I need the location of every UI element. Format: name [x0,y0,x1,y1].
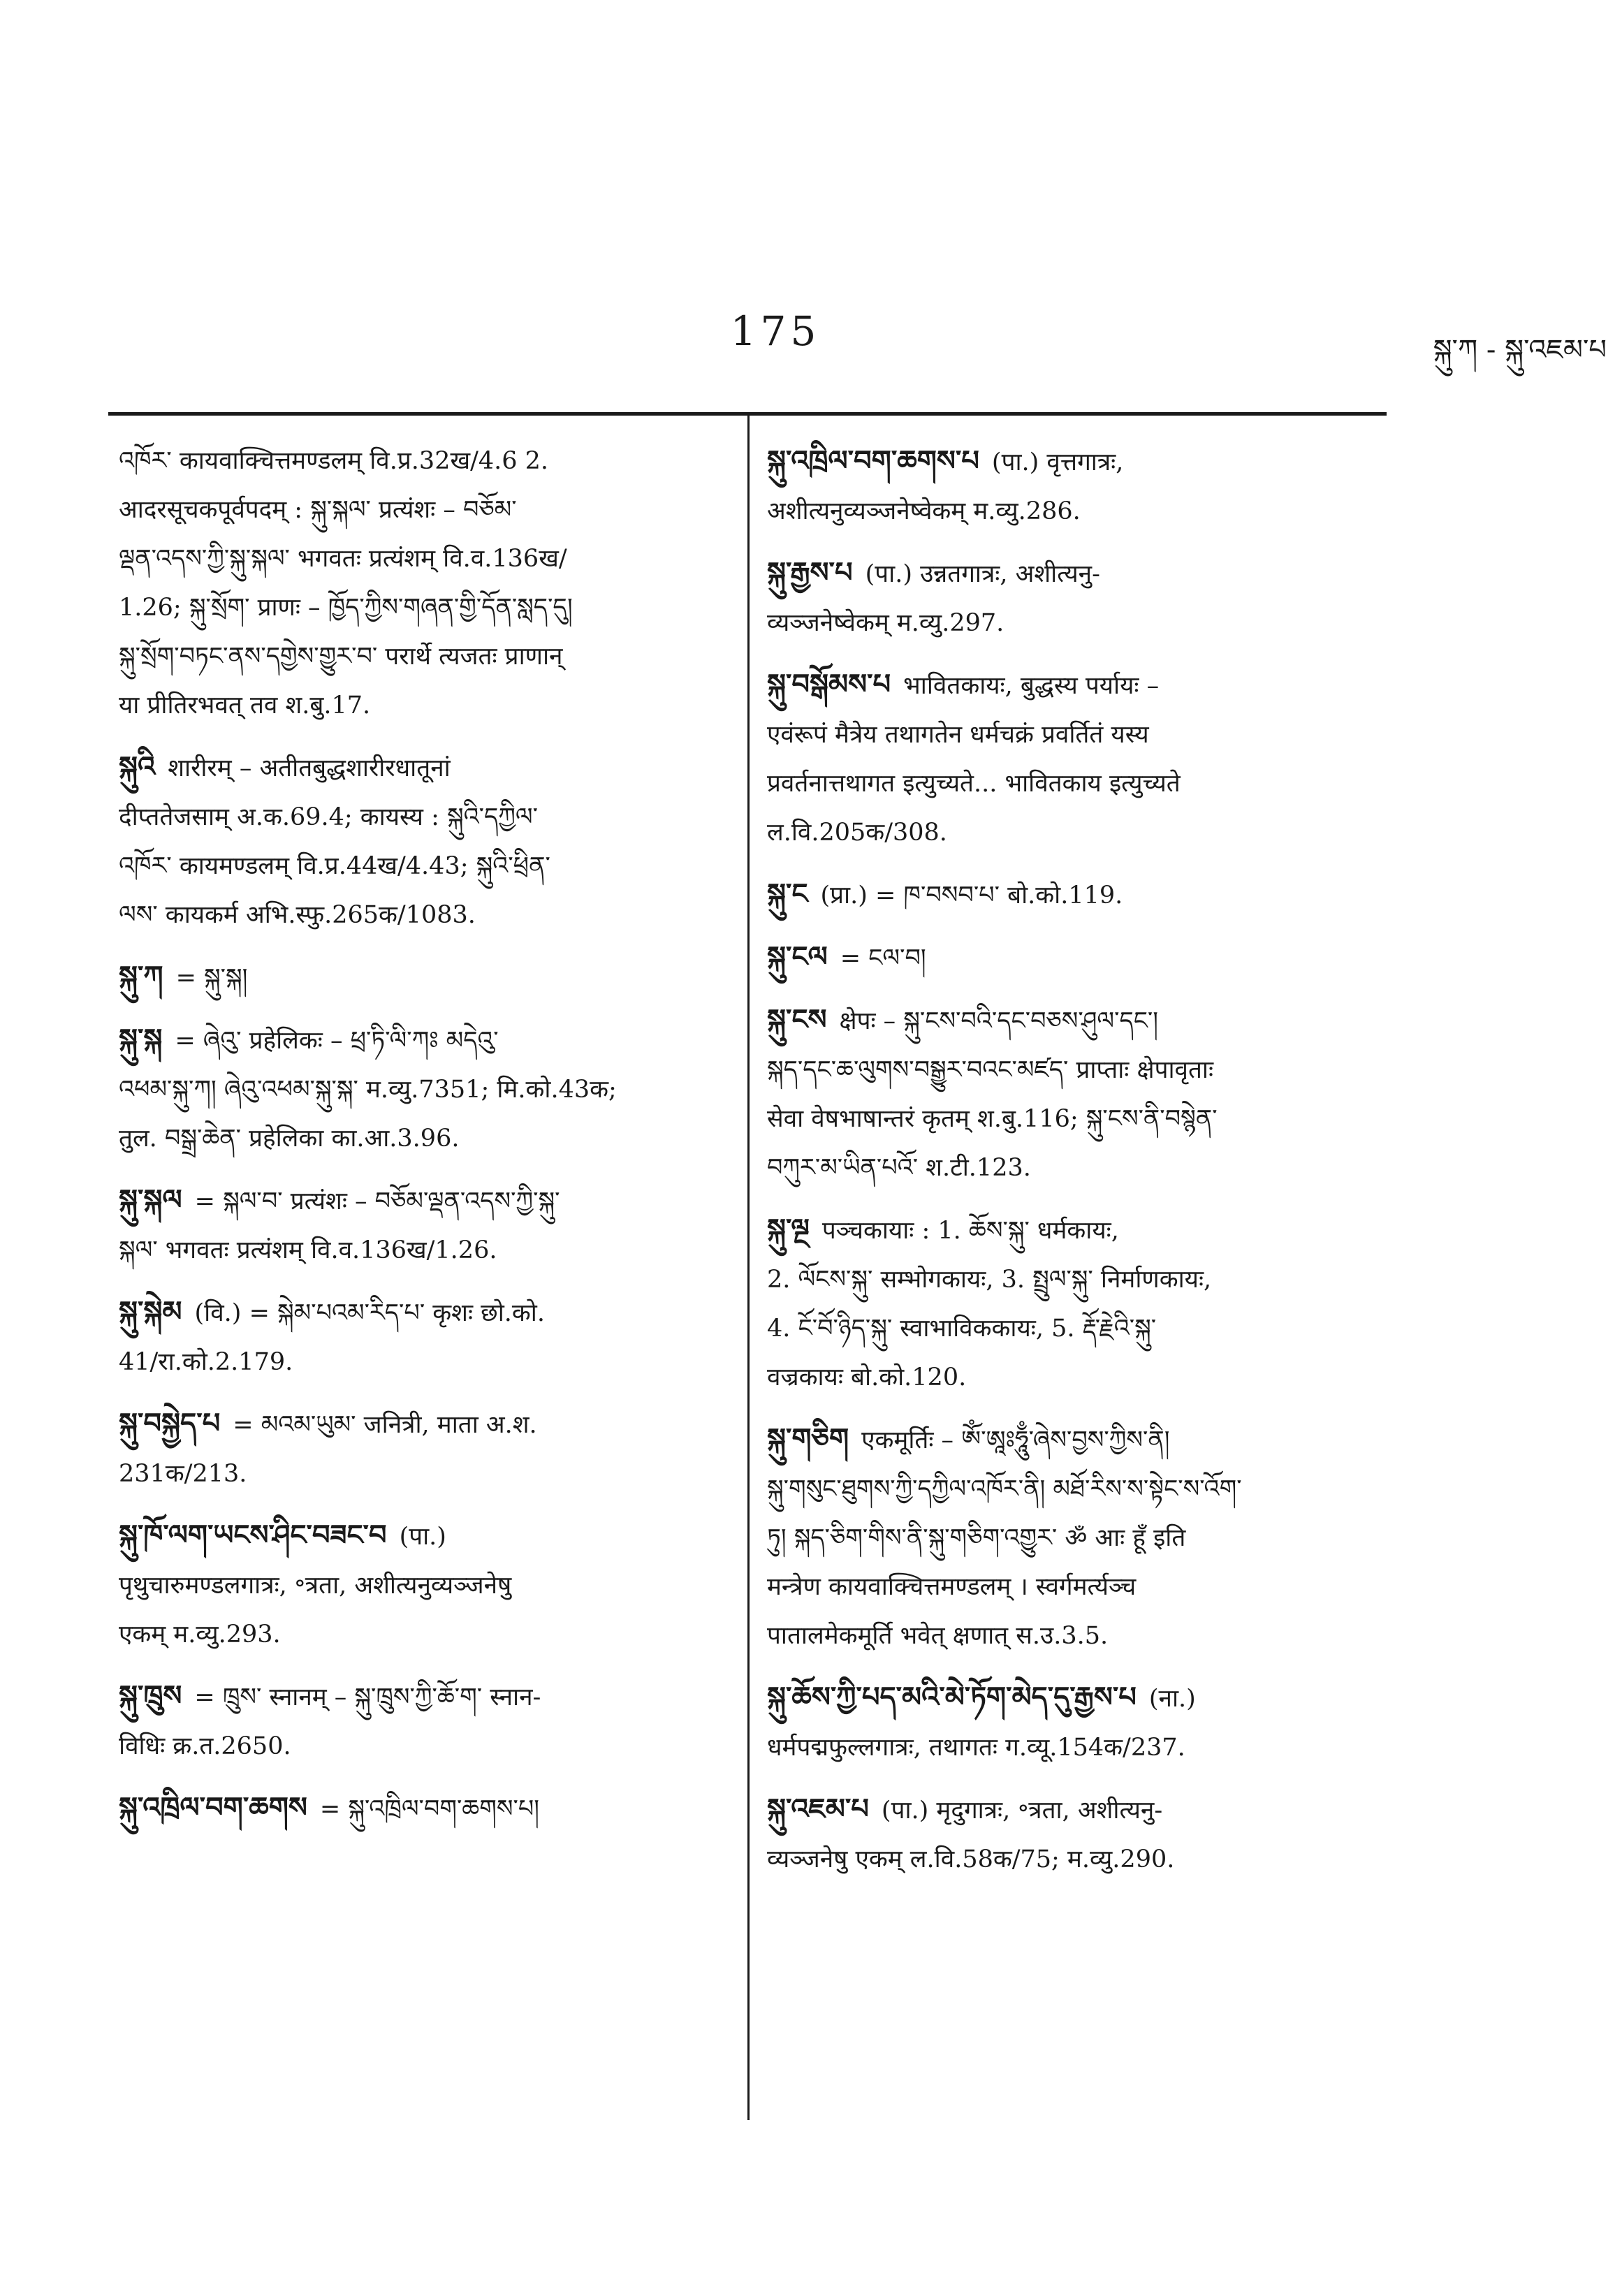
entry-headword: སྐུ་ངལ [767,940,828,973]
entry-line: दीप्ततेजसाम् अ.क.69.4; कायस्य : སྐུའི་དཀྱིལ་ [119,803,538,831]
entry-headword: སྐུ་སྐལ [119,1183,182,1216]
entry-line: या प्रीतिरभवत् तव श.बु.17. [119,692,371,719]
entry-text: (पा.) वृत्तगात्रः, [991,448,1124,476]
entry-line [767,1414,1382,1465]
entry-line: འཕམ་སྐུ་ཀ། ཞེའུ་འཕམ་སྐུ་སྐ་ म.व्यु.7351; मि.को.43क; [119,1076,617,1104]
entry-text: (पा.) [399,1523,446,1551]
entry-headword: སྐུ་ཁོ་ལག་ཡངས་ཤིང་བཟང་བ [119,1519,387,1551]
entry-text: (पा.) उन्नतगात्रः, अशीत्यनु- [865,560,1100,588]
dictionary-entry [767,1205,1382,1402]
dictionary-entry [767,870,1382,920]
entry-text: = ཞེའུ་ प्रहेलिकः – ཕྲ་ཏི་ལི་ཀཿ མདེའུ་ [175,1027,499,1055]
entry-headword: སྐུ་ལྔ [767,1213,810,1245]
running-head: སྐུ་ཀ - སྐུ་འཇམ་པ [1433,334,1607,366]
entry-line [119,1783,719,1834]
entry-line [767,548,1382,599]
entry-line [767,1785,1382,1835]
dictionary-entry [767,548,1382,648]
entry-line: पृथुचारुमण्डलगात्रः, ॰त्रता, अशीत्यनुव्यञ्जनेषु [119,1572,512,1600]
entry-line: ལྡན་འདས་ཀྱི་སྐུ་སྐལ་ भगवतः प्रत्यंशम् वि.व.136ख/ [119,545,567,573]
entry-headword: སྐུ་རྒྱས་པ [767,556,853,589]
entry-line: བཀུར་མ་ཡིན་པའོ་ श.टी.123. [767,1154,1031,1182]
entry-line: तुल. བསྒྲ་ཆེན་ प्रहेलिका का.आ.3.96. [119,1125,460,1153]
entry-line [767,1673,1382,1723]
entry-line: འཁོར་ कायमण्डलम् वि.प्र.44ख/4.43; སྐུའི་ཕྲིན་ [119,852,550,880]
entry-line [767,660,1382,710]
entry-text: (वि.) = སྐེམ་པའམ་རིད་པ་ कृशः छो.को. [194,1299,545,1327]
entry-text: = སྐལ་བ་ प्रत्यंशः – བཅོམ་ལྡན་འདས་ཀྱི་སྐུ་ [194,1187,560,1215]
dictionary-entry [119,1287,719,1387]
dictionary-entry [119,1672,719,1771]
entry-line [119,1287,719,1338]
dictionary-entry [767,660,1382,857]
entry-line: སྐུ་གསུང་ཐུགས་ཀྱི་དཀྱིལ་འཁོར་ནི། མཐོ་རིས་ས་སྟེང་ས་འོག་ [767,1475,1242,1503]
entry-text: पञ्चकायाः : 1. ཆོས་སྐུ་ धर्मकायः, [821,1217,1119,1245]
entry-line: ཏུ། སྐད་ཅིག་གིས་ནི་སྐུ་གཅིག་འགྱུར་ ॐ आः हूँ इति [767,1524,1186,1552]
dictionary-entry [119,1399,719,1498]
entry-line: 41/रा.को.2.179. [119,1348,293,1376]
entry-line: धर्मपद्मफुल्लगात्रः, तथागतः ग.व्यू.154क/237. [767,1734,1185,1762]
dictionary-entry [767,1673,1382,1772]
entry-text: एकमूर्तिः – ཨོཾ་ཨཱཿཧཱུྃ་ཞེས་བྱས་ཀྱིས་ནི། [861,1426,1170,1454]
entry-line [119,1511,719,1561]
entry-line [119,1399,719,1449]
dictionary-entry [119,743,719,939]
dictionary-entry [767,1414,1382,1660]
entry-line [767,995,1382,1046]
entry-line [119,1015,719,1065]
entry-headword: སྐུ་འཁྲིལ་བག་ཆགས [119,1791,307,1824]
entry-line: प्रवर्तनात्तथागत इत्युच्यते... भावितकाय इत्युच्यते [767,770,1181,798]
entry-headword: སྐུ་བསྐྱེད་པ [119,1407,221,1440]
entry-line: 1.26; སྐུ་སྲོག་ प्राणः – ཁྱོད་ཀྱིས་གཞན་གྱི་དོན་སླད་དུ། [119,594,573,622]
entry-line: एवंरूपं मैत्रेय तथागतेन धर्मचक्रं प्रवर्तितं यस्य [767,721,1149,749]
dictionary-entry [119,1511,719,1659]
entry-text: (प्रा.) = ཁ་བསབ་པ་ बो.को.119. [820,882,1123,909]
dictionary-entry [767,437,1382,536]
page-number: 175 [730,307,821,355]
entry-line: 231क/213. [119,1460,247,1488]
entry-headword: སྐུ་བསྒོམས་པ [767,668,891,701]
column-divider [747,416,750,2120]
entry-line: अशीत्यनुव्यञ्जनेष्वेकम् म.व्यु.286. [767,497,1081,525]
entry-line: व्यञ्जनेष्वेकम् म.व्यु.297. [767,609,1004,637]
entry-headword: སྐུའི [119,750,156,783]
entry-text: = ཁྲུས་ स्नानम् – སྐུ་ཁྲུས་ཀྱི་ཆོ་ག་ स्नान- [194,1683,541,1711]
entry-line: व्यञ्जनेषु एकम् ल.वि.58क/75; म.व्यु.290. [767,1845,1175,1873]
dictionary-entry [767,995,1382,1192]
entry-line [767,1205,1382,1255]
entry-line: ལས་ कायकर्म अभि.स्फु.265क/1083. [119,901,476,929]
entry-line: ल.वि.205क/308. [767,819,947,847]
entry-text: = ངལ་བ། [840,944,926,972]
left-column [119,437,719,1846]
dictionary-entry [767,933,1382,983]
entry-line [767,870,1382,920]
entry-headword: སྐུ་ངས [767,1003,827,1036]
entry-headword: སྐུ་གཅིག [767,1422,849,1455]
entry-line: སྐད་དང་ཆ་ལུགས་བསྒྱུར་བའང་མཛད་ प्राप्ताः क्षेपावृताः [767,1056,1214,1084]
entry-headword: སྐུ་སྐེམ [119,1295,182,1328]
entry-line [767,933,1382,983]
dictionary-entry [119,1783,719,1834]
entry-headword: སྐུ་འཇམ་པ [767,1792,869,1825]
entry-line [767,437,1382,487]
entry-line: 2. ལོངས་སྐུ་ सम्भोगकायः, 3. སྤྲུལ་སྐུ་ निर्माणकायः, [767,1266,1212,1294]
entry-line: འཁོར་ कायवाक्चित्तमण्डलम् वि.प्र.32ख/4.6 2. [119,447,549,475]
entry-headword: སྐུ་ཁྲུས [119,1679,182,1712]
entry-line: पातालमेकमूर्ति भवेत् क्षणात् स.उ.3.5. [767,1622,1109,1650]
entry-text: भावितकायः, बुद्धस्य पर्यायः – [903,672,1160,700]
entry-line: सेवा वेषभाषान्तरं कृतम् श.बु.116; སྐུ་ངས་ནི་བསྙེན་ [767,1105,1218,1133]
entry-line: विधिः क्र.त.2650. [119,1732,291,1760]
entry-headword: སྐུ་ང [767,877,808,910]
entry-headword: སྐུ་འཁྲིལ་བག་ཆགས་པ [767,444,979,477]
dictionary-entry [119,952,719,1002]
entry-line: 4. ངོ་བོ་ཉིད་སྐུ་ स्वाभाविककायः, 5. རྡོ་རྗེའི་སྐུ་ [767,1315,1157,1343]
entry-text: = མའམ་ཡུམ་ जनित्री, माता अ.श. [233,1411,537,1439]
dictionary-entry [119,1015,719,1163]
entry-line [119,1672,719,1722]
dictionary-entry [119,437,719,730]
entry-line: मन्त्रेण कायवाक्चित्तमण्डलम् । स्वर्गमर्त्यञ्च [767,1573,1137,1601]
entry-line [119,1176,719,1226]
entry-headword: སྐུ་སྐ [119,1023,163,1055]
entry-line [119,952,719,1002]
entry-text: क्षेपः – སྐུ་ངས་བའི་དང་བཅས་ཤུལ་དང་། [839,1007,1159,1035]
entry-text: = སྐུ་འཁྲིལ་བག་ཆགས་པ། [319,1795,540,1823]
entry-line: སྐུ་སྲོག་བཏང་ནས་དགྱེས་གྱུར་བ་ परार्थे त्यजतः प्राणान् [119,643,563,671]
entry-text: = སྐུ་སྐ། [175,964,248,992]
entry-headword: སྐུ་ཀ [119,960,163,993]
entry-text: (ना.) [1148,1685,1196,1713]
entry-text: (पा.) मृदुगात्रः, ॰त्रता, अशीत्यनु- [881,1797,1163,1825]
entry-headword: སྐུ་ཆོས་ཀྱི་པད་མའི་མེ་ཏོག་མེད་དུ་རྒྱས་པ [767,1681,1137,1713]
entry-line: आदरसूचकपूर्वपदम् : སྐུ་སྐལ་ प्रत्यंशः – བཅོམ་ [119,496,517,524]
entry-line: एकम् म.व्यु.293. [119,1621,281,1648]
entry-text: शारीरम् – अतीतबुद्धशारीरधातूनां [168,754,451,782]
entry-line: वज्रकायः बो.को.120. [767,1363,967,1391]
dictionary-entry [767,1785,1382,1884]
entry-line: སྐལ་ भगवतः प्रत्यंशम् वि.व.136ख/1.26. [119,1236,497,1264]
entry-line [119,743,719,793]
right-column [767,437,1382,1896]
dictionary-entry [119,1176,719,1275]
